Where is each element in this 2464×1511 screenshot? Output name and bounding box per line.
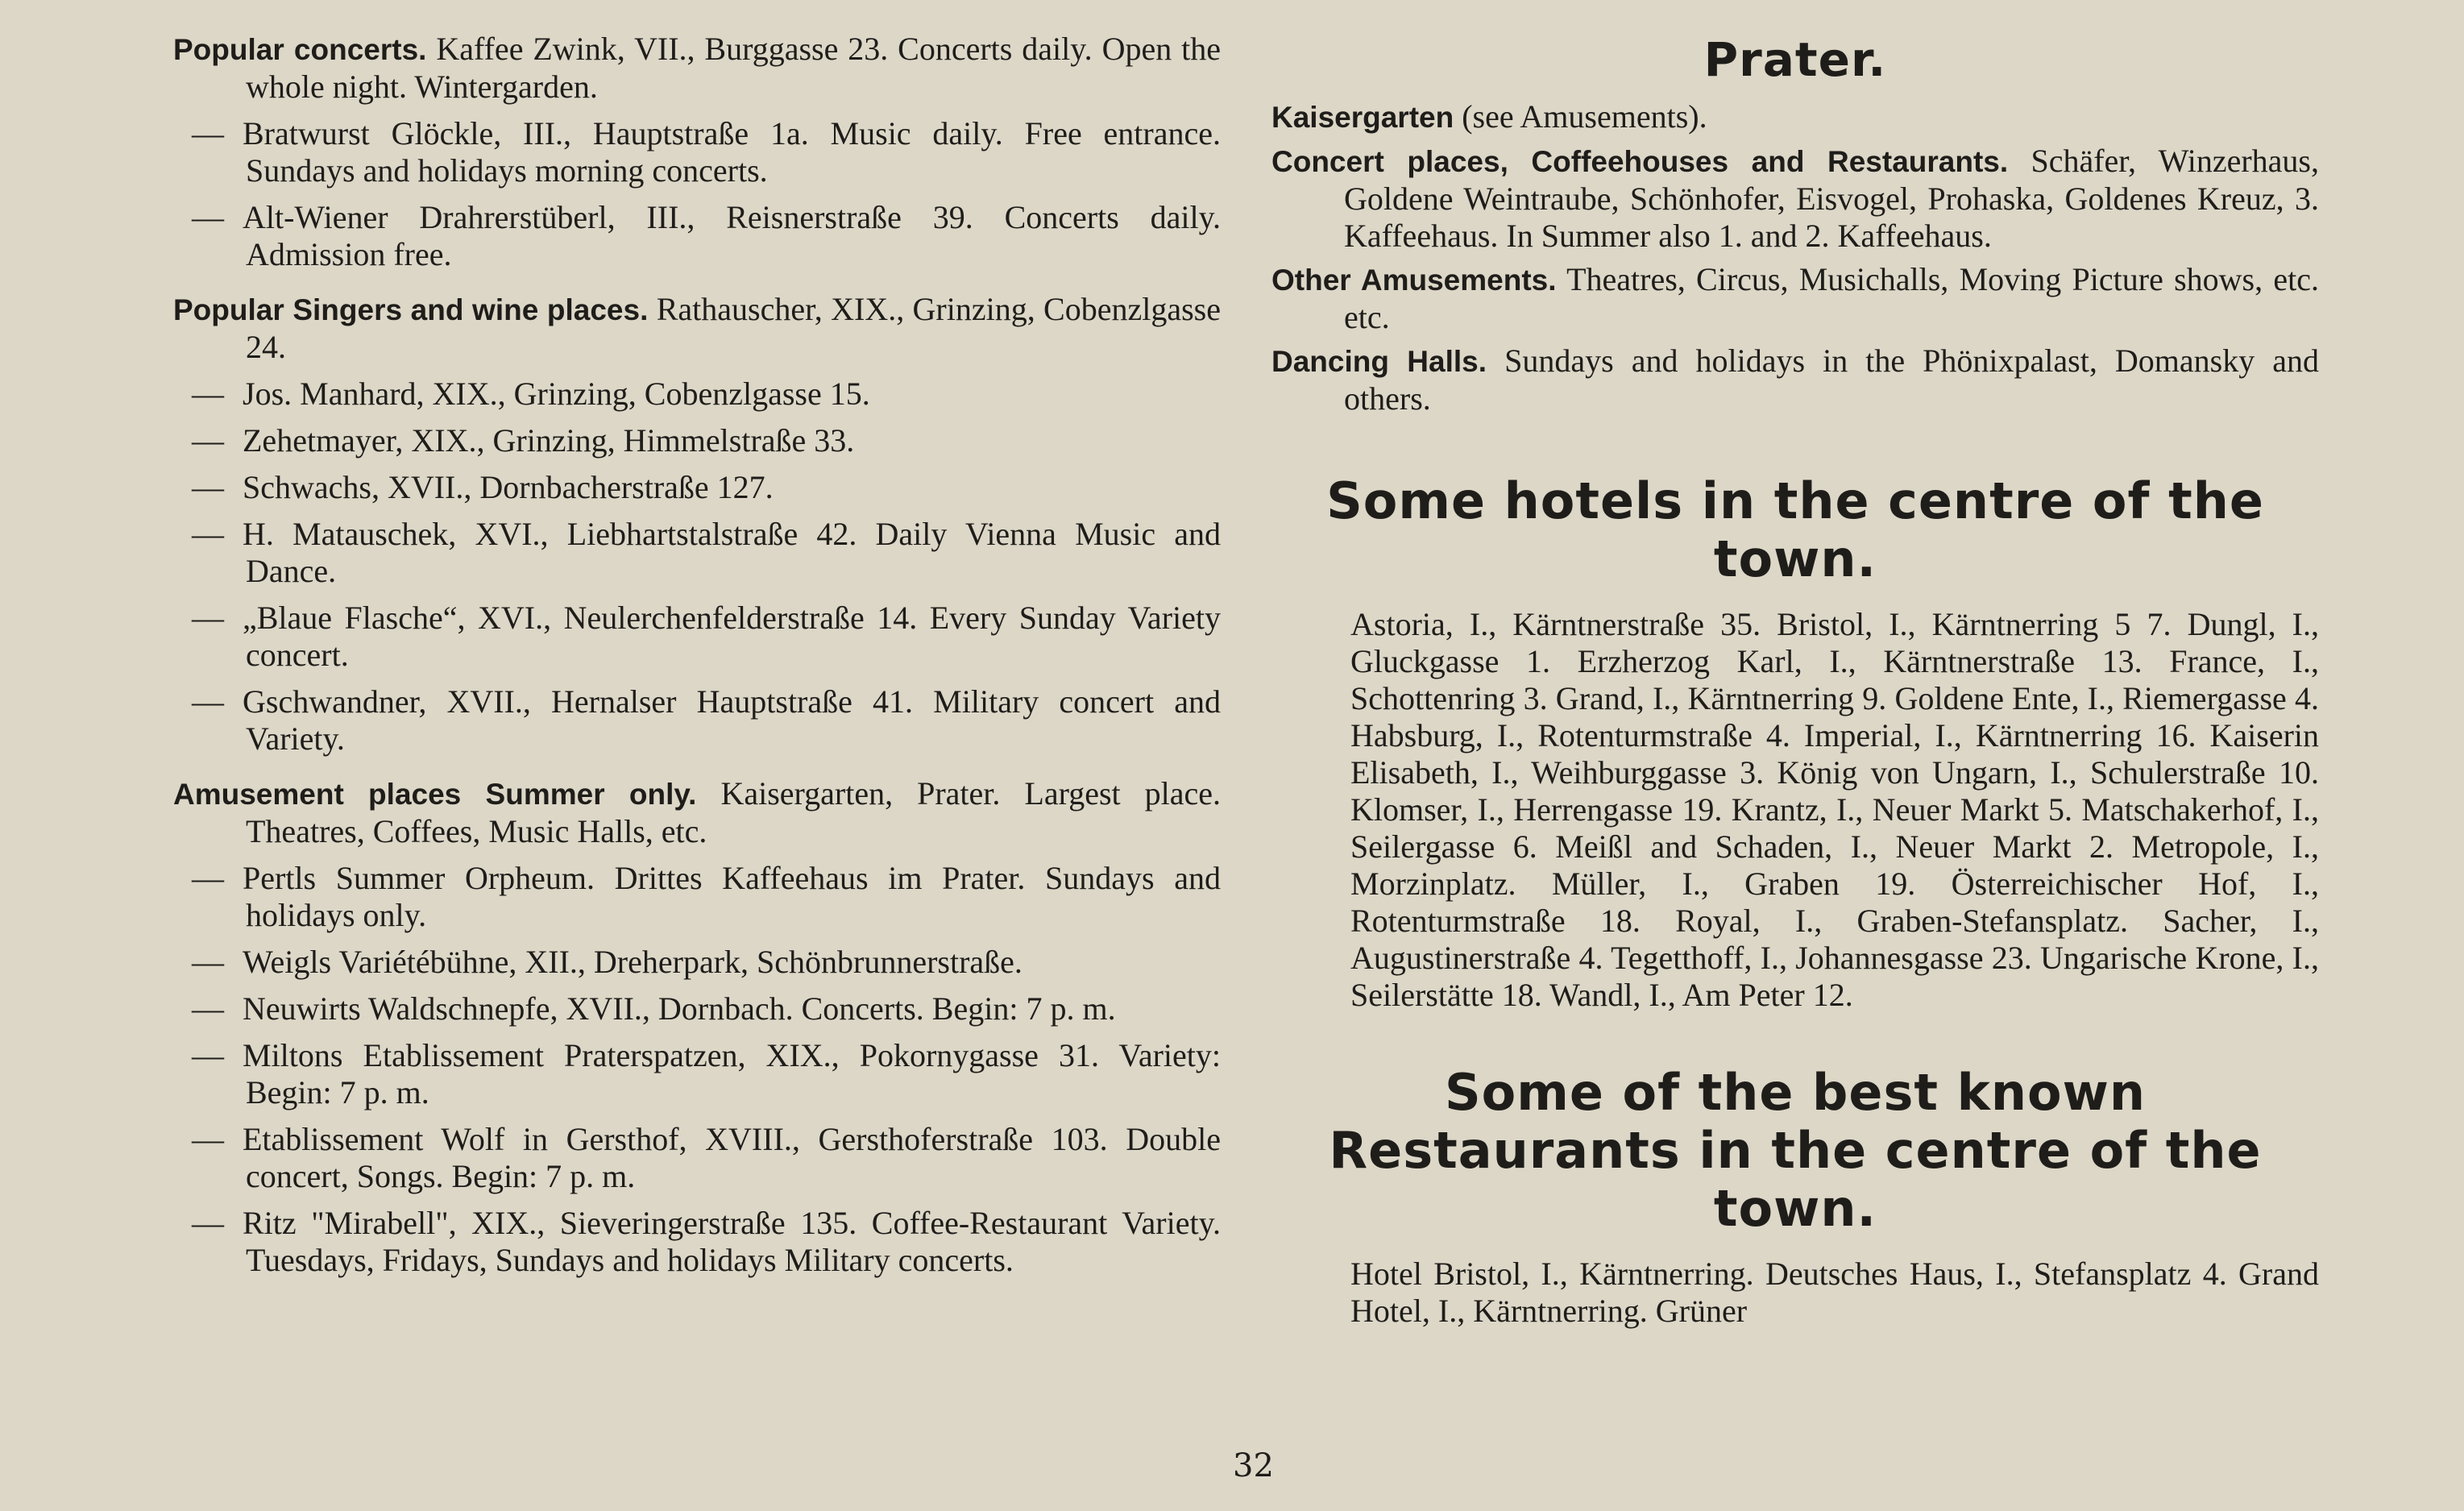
entry-text: Theatres, Circus, Musichalls, Moving Picture shows, etc. etc. (1344, 261, 2320, 335)
entry-text: Rathauscher, XIX., Grinzing, Cobenzlgasse 24. (246, 291, 1221, 365)
entry-text: Bratwurst Glöckle, III., Hauptstraße 1a. Music daily. Free entrance. Sundays and holidays morning concerts. (243, 115, 1221, 189)
ditto-dash: — (192, 422, 224, 459)
entry-text: Kaffee Zwink, VII., Burggasse 23. Concerts daily. Open the whole night. Wintergarden. (246, 31, 1222, 105)
category-label: Popular Singers and wine places. (173, 293, 649, 326)
category-label: Kaisergarten (1271, 101, 1454, 134)
ditto-dash: — (192, 199, 224, 235)
entry-text: Pertls Summer Orpheum. Drittes Kaffeehaus im Prater. Sundays and holidays only. (243, 860, 1221, 933)
entry-text: Sundays and holidays in the Phönixpalast, Domansky and others. (1344, 342, 2320, 417)
listing-entry (173, 1037, 1221, 1111)
entry-text: H. Matauschek, XVI., Liebhartstalstraße 42. Daily Vienna Music and Dance. (243, 516, 1221, 589)
ditto-dash: — (192, 516, 224, 552)
listing-entry (173, 944, 1221, 981)
listing-entry (173, 115, 1221, 189)
prater-entry (1271, 143, 2319, 255)
ditto-dash: — (192, 469, 224, 505)
entry-text: Alt-Wiener Drahrerstüberl, III., Reisnerstraße 39. Concerts daily. Admission free. (243, 199, 1221, 272)
listing-entry (173, 516, 1221, 590)
ditto-dash: — (192, 1121, 224, 1157)
entry-text: Neuwirts Waldschnepfe, XVII., Dornbach. Concerts. Begin: 7 p. m. (243, 990, 1116, 1027)
entry-text: Weigls Variétébühne, XII., Dreherpark, Schönbrunnerstraße. (243, 944, 1023, 980)
ditto-dash: — (192, 1037, 224, 1073)
ditto-dash: — (192, 990, 224, 1027)
prater-heading: Prater. (1703, 32, 1887, 87)
listing-entry (173, 600, 1221, 674)
restaurants-text: Hotel Bristol, I., Kärntnerring. Deutsches Haus, I., Stefansplatz 4. Grand Hotel, I., Kärntnerring. Grüner (1350, 1256, 2319, 1329)
listing-entry (173, 1205, 1221, 1279)
entry-text: (see Amusements). (1462, 98, 1707, 135)
left-column (173, 31, 1221, 1289)
prater-entries (1271, 98, 2319, 417)
listing-entry (173, 775, 1221, 850)
ditto-dash: — (192, 1205, 224, 1241)
listing-entry (173, 683, 1221, 758)
ditto-dash: — (192, 376, 224, 412)
prater-entry (1271, 261, 2319, 336)
ditto-dash: — (192, 944, 224, 980)
restaurants-heading: Some of the best known Restaurants in the centre of the town. (1329, 1063, 2262, 1238)
category-label: Concert places, Coffeehouses and Restaurants. (1271, 145, 2009, 178)
prater-entry (1271, 98, 2319, 136)
ditto-dash: — (192, 860, 224, 896)
right-column (1271, 31, 2319, 1330)
listing-entry (173, 990, 1221, 1027)
prater-entry (1271, 342, 2319, 417)
ditto-dash: — (192, 115, 224, 152)
entry-text: Miltons Etablissement Praterspatzen, XIX., Pokornygasse 31. Variety: Begin: 7 p. m. (243, 1037, 1221, 1110)
listing-entry (173, 422, 1221, 459)
page-number: 32 (1233, 1447, 1274, 1484)
entry-text: Schwachs, XVII., Dornbacherstraße 127. (243, 469, 774, 505)
category-label: Amusement places Summer only. (173, 778, 697, 811)
hotels-heading: Some hotels in the centre of the town. (1326, 471, 2264, 588)
category-label: Popular concerts. (173, 33, 427, 66)
left-entries (173, 31, 1221, 1279)
entry-text: Ritz "Mirabell", XIX., Sieveringerstraße 135. Coffee-Restaurant Variety. Tuesdays, Fridays, Sundays and holidays Military concerts. (243, 1205, 1221, 1278)
entry-text: Kaisergarten, Prater. Largest place. Theatres, Coffees, Music Halls, etc. (246, 775, 1222, 849)
listing-entry (173, 199, 1221, 273)
entry-text: Schäfer, Winzerhaus, Goldene Weintraube, Schönhofer, Eisvogel, Prohaska, Goldenes Kreuz, 3. Kaffeehaus. In Summer also 1. and 2. Kaffeehaus. (1344, 143, 2319, 254)
listing-entry (173, 1121, 1221, 1195)
listing-entry (173, 469, 1221, 506)
entry-text: Zehetmayer, XIX., Grinzing, Himmelstraße 33. (243, 422, 855, 459)
listing-entry (173, 860, 1221, 934)
listing-entry (173, 376, 1221, 413)
category-label: Other Amusements. (1271, 264, 1557, 297)
category-label: Dancing Halls. (1271, 345, 1487, 378)
entry-text: Jos. Manhard, XIX., Grinzing, Cobenzlgasse 15. (243, 376, 870, 412)
ditto-dash: — (192, 683, 224, 720)
entry-text: Etablissement Wolf in Gersthof, XVIII., Gersthoferstraße 103. Double concert, Songs. Begin: 7 p. m. (243, 1121, 1221, 1194)
listing-entry (173, 31, 1221, 106)
listing-entry (173, 291, 1221, 366)
entry-text: „Blaue Flasche“, XVI., Neulerchenfelderstraße 14. Every Sunday Variety concert. (243, 600, 1221, 673)
ditto-dash: — (192, 600, 224, 636)
entry-text: Gschwandner, XVII., Hernalser Hauptstraße 41. Military concert and Variety. (243, 683, 1221, 757)
hotels-text: Astoria, I., Kärntnerstraße 35. Bristol, I., Kärntnerring 5 7. Dungl, I., Gluckgasse 1. Erzherzog Karl, I., Kärntnerstraße 13. France, I., Schottenring 3. Grand, I., Kärntnerring 9. Goldene Ente, I., Riemergasse 4. Habsburg, I., Rotenturmstraße 4. Imperial, I., Kärntnerring 16. Kaiserin Elisabeth, I., Weihburggasse 3. König von Ungarn, I., Schulerstraße 10. Klomser, I., Herrengasse 19. Krantz, I., Neuer Markt 5. Matschakerhof, I., Seilergasse 6. Meißl and Schaden, I., Neuer Markt 2. Metropole, I., Morzinplatz. Müller, I., Graben 19. Österreichischer Hof, I., Rotenturmstraße 18. Royal, I., Graben-Stefansplatz. Sacher, I., Augustinerstraße 4. Tegetthoff, I., Johannesgasse 23. Ungarische Krone, I., Seilerstätte 18. Wandl, I., Am Peter 12. (1350, 606, 2319, 1013)
